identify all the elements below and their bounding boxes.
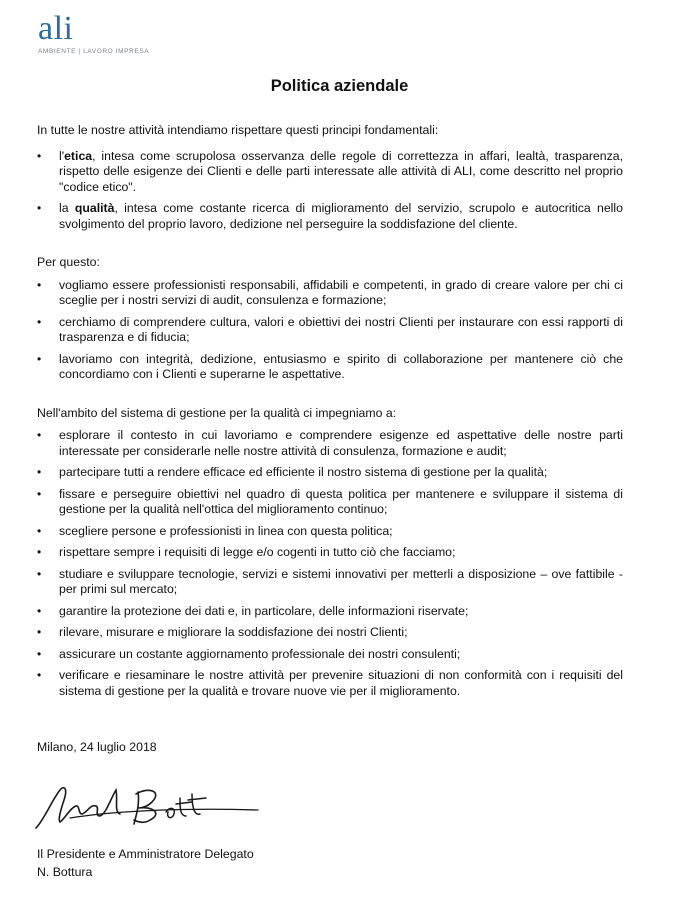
list-item: • fissare e perseguire obiettivi nel quadro di questa politica per mantenere e sviluppare il sistema di gestione per la qualità nell'ottica del miglioramento continuo;: [37, 487, 623, 518]
list-item: • studiare e sviluppare tecnologie, servizi e sistemi innovativi per metterli a disposizione – ove fattibile - per primi sul mercato;: [37, 567, 623, 598]
ambito-heading: Nell'ambito del sistema di gestione per la qualità ci impegniamo a:: [37, 405, 397, 420]
per-questo-heading: Per questo:: [37, 255, 100, 269]
list-item: • assicurare un costante aggiornamento professionale dei nostri consulenti;: [37, 647, 623, 663]
list-item: • garantire la protezione dei dati e, in particolare, delle informazioni riservate;: [37, 604, 623, 620]
list-item: • lavoriamo con integrità, dedizione, entusiasmo e spirito di collaborazione per mantenere ciò che concordiamo con i Clienti e superarne le aspettative.: [37, 352, 623, 383]
logo-subtitle: AMBIENTE | LAVORO IMPRESA: [38, 48, 150, 55]
list-item: • partecipare tutti a rendere efficace ed efficiente il nostro sistema di gestione per la qualità;: [37, 465, 623, 481]
handwritten-signature: [30, 770, 260, 840]
signatory-block: [37, 845, 254, 881]
list-item: • cerchiamo di comprendere cultura, valori e obiettivi dei nostri Clienti per instaurare con essi rapporti di trasparenza e di fiducia;: [37, 315, 623, 346]
page-title: Politica aziendale: [270, 77, 409, 95]
list-item: • rispettare sempre i requisiti di legge e/o cogenti in tutto ciò che facciamo;: [37, 545, 623, 561]
commitments-list: [37, 278, 623, 383]
document-body: [37, 123, 623, 699]
quality-list: [37, 428, 623, 699]
list-item: • vogliamo essere professionisti responsabili, affidabili e competenti, in grado di creare valore per chi ci sceglie per i nostri servizi di audit, consulenza e formazione;: [37, 278, 623, 309]
list-item: • verificare e riesaminare le nostre attività per prevenire situazioni di non conformità con i requisiti del sistema di gestione per la qualità e trovare nuove vie per il miglioramento.: [37, 668, 623, 699]
signatory-role: Il Presidente e Amministratore Delegato: [37, 847, 254, 861]
logo-mark: ali: [38, 10, 74, 47]
company-logo: [38, 12, 178, 55]
signatory-name: N. Bottura: [37, 865, 93, 879]
list-item: • l'etica, intesa come scrupolosa osservanza delle regole di correttezza in affari, lealtà, trasparenza, rispetto delle esigenze dei Clienti e delle parti interessate alle attività di ALI, come descritto nel proprio "codice etico".: [37, 149, 623, 196]
principles-list: [37, 149, 623, 233]
list-item: • scegliere persone e professionisti in linea con questa politica;: [37, 524, 623, 540]
intro-paragraph: In tutte le nostre attività intendiamo rispettare questi principi fondamentali:: [37, 123, 439, 137]
list-item: • rilevare, misurare e migliorare la soddisfazione dei nostri Clienti;: [37, 625, 623, 641]
list-item: • esplorare il contesto in cui lavoriamo e comprendere esigenze ed aspettative delle nostre parti interessate per considerarle nelle nostre attività di consulenza, formazione e audit;: [37, 428, 623, 459]
list-item: • la qualità, intesa come costante ricerca di miglioramento del servizio, scrupolo e autocritica nello svolgimento del proprio lavoro, dedizione nel perseguire la soddisfazione del cliente.: [37, 201, 623, 232]
document-date: Milano, 24 luglio 2018: [37, 740, 157, 754]
